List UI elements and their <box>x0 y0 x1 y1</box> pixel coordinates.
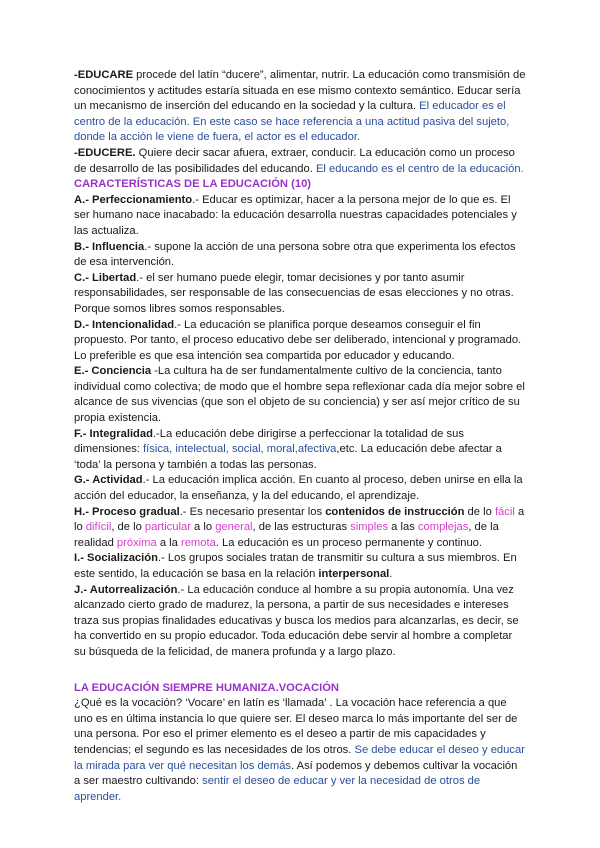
item-h-label: H.- Proceso gradual <box>74 505 180 518</box>
item-h-text: a la <box>156 536 181 549</box>
item-c <box>74 271 526 318</box>
item-i-text-end: . <box>389 568 393 580</box>
item-h-text: de lo <box>464 505 495 518</box>
paragraph-vocacion <box>74 696 526 805</box>
item-h-text: , de las estructuras <box>252 521 351 534</box>
item-f-label: F.- Integralidad <box>74 427 153 440</box>
item-i <box>74 551 526 582</box>
item-h-keyword: particular <box>144 521 191 534</box>
item-c-label: C.- Libertad <box>74 271 137 284</box>
item-i-label: I.- Socialización <box>74 552 158 565</box>
vocacion-text: . Así podemos y debemos cultivar la vocación a ser maestro cultivando: <box>74 759 518 788</box>
item-b-text: .- supone la acción de una persona sobre otra que experimenta los efectos de esa intervención. <box>74 240 516 269</box>
term-educere: -EDUCERE. <box>74 146 136 159</box>
item-i-text: .- Los grupos sociales tratan de transmitir su cultura a sus miembros. En este sentido, la educación se basa en la relación <box>74 552 517 580</box>
item-h-keyword: general <box>215 521 253 534</box>
item-h-keyword: fácil <box>494 505 515 518</box>
item-h-keyword: simples <box>350 521 389 534</box>
item-h-keyword: próxima <box>116 536 157 549</box>
educere-highlight: El educando es el centro de la educación. <box>315 162 524 175</box>
paragraph-educare <box>74 68 526 146</box>
item-h-text: a lo <box>74 505 525 534</box>
section-heading-vocacion: LA EDUCACIÓN SIEMPRE HUMANIZA.VOCACIÓN <box>74 681 339 694</box>
item-h-text: , de lo <box>111 521 145 534</box>
item-e-label: E.- Conciencia <box>74 365 152 378</box>
term-educare: -EDUCARE <box>74 69 134 81</box>
item-h-text: , de la realidad <box>74 521 499 549</box>
item-f <box>74 427 526 474</box>
item-g <box>74 473 526 504</box>
item-a-text: .- Educar es optimizar, hacer a la persona mejor de lo que es. El ser humano nace inacabado: la educación desarrolla nuestras capacidades potenciales y las actualiza. <box>74 193 517 237</box>
item-b <box>74 240 526 271</box>
item-d-label: D.- Intencionalidad <box>74 318 175 331</box>
item-a-label: A.- Perfeccionamiento <box>74 193 193 206</box>
item-g-text: .- La educación implica acción. En cuanto al proceso, deben unirse en ella la acción del educador, la enseñanza, y la del educando, el aprendizaje. <box>74 474 523 503</box>
educere-text: Quiere decir sacar afuera, extraer, conducir. La educación como un proceso de desarrollo de las posibilidades del educando. <box>74 146 515 175</box>
item-h-text: .- Es necesario presentar los <box>179 505 326 518</box>
item-h-text: a las <box>388 521 418 534</box>
item-f-text-end: ,etc. La educación debe afectar a ‘toda’ la persona y también a todas las personas. <box>74 443 502 471</box>
vocacion-text: ¿Qué es la vocación? ‘Vocare’ en latín es ‘llamada’ . La vocación hace referencia a que uno es en última instancia lo que quiere ser. El deseo marca lo más importante del ser de una persona. Por eso el primer elemento es el deseo a partir de mis capacidades y tendencias; el segundo es las necesidades de los otros. <box>74 697 518 756</box>
educare-text: procede del latín “ducere”, alimentar, nutrir. La educación como transmisión de conocimientos y actitudes estaría situada en ese mismo contexto semántico. Educar sería un mecanismo de inserción del educando en la sociedad y la cultura. <box>74 69 526 113</box>
item-f-text: .-La educación debe dirigirse a perfeccionar la totalidad de sus dimensiones: <box>74 427 464 456</box>
item-j-label: J.- Autorrealización <box>74 583 178 596</box>
item-e-text: -La cultura ha de ser fundamentalmente cultivo de la conciencia, tanto individual como colectiva; de modo que el hombre sepa reflexionar cada día mejor sobre el alcance de sus vivencias (que son el objeto de su conciencia) y ser así mejor crítico de su propia existencia. <box>74 365 525 425</box>
item-h-keyword: difícil <box>85 521 112 534</box>
item-h-keyword: complejas <box>417 521 469 534</box>
item-j-text: .- La educación conduce al hombre a su propia autonomía. Una vez alcanzado cierto grado de madurez, la persona, a partir de sus necesidades e intereses traza sus propias finalidades educativas y busca los medios para alcanzarlas, es decir, se ha convertido en su propio educador. Toda educación debe servir al hombre a completar su búsqueda de la felicidad, de manera profunda y a largo plazo. <box>74 583 519 658</box>
item-d <box>74 318 526 365</box>
item-h-text: . La educación es un proceso permanente y continuo. <box>215 536 483 549</box>
item-f-dimensions: física, intelectual, social, moral,afectiva <box>143 443 337 456</box>
vocacion-highlight: sentir el deseo de educar y ver la necesidad de otros de aprender. <box>74 775 481 803</box>
item-h-bold: contenidos de instrucción <box>325 505 465 518</box>
section-heading-caracteristicas: CARACTERÍSTICAS DE LA EDUCACIÓN (10) <box>74 178 312 191</box>
item-h-text: a lo <box>190 521 216 534</box>
item-d-text: .- La educación se planifica porque deseamos conseguir el fin propuesto. Por tanto, el proceso educativo debe ser deliberado, intencional y programado. Lo preferible es que esa intención sea compartida por educador y educando. <box>74 318 522 362</box>
vocacion-highlight: Se debe educar el deseo y educar la mirada para ver qué necesitan los demás <box>74 743 525 772</box>
item-c-text: .- el ser humano puede elegir, tomar decisiones y por tanto asumir responsabilidades, ser responsable de las consecuencias de esas elecciones y no otras. Porque somos libres somos responsables. <box>74 271 514 315</box>
item-b-label: B.- Influencia <box>74 240 145 253</box>
item-g-label: G.- Actividad <box>74 474 143 487</box>
item-h <box>74 505 526 552</box>
paragraph-educere <box>74 146 526 177</box>
item-a <box>74 193 526 240</box>
item-e <box>74 364 526 426</box>
educare-highlight: El educador es el centro de la educación. En este caso se hace referencia a una actitud pasiva del sujeto, donde la acción le viene de fuera, el actor es el educador. <box>74 100 510 144</box>
item-i-bold: interpersonal <box>318 568 390 580</box>
item-j <box>74 583 526 661</box>
item-h-keyword: remota <box>180 536 216 549</box>
